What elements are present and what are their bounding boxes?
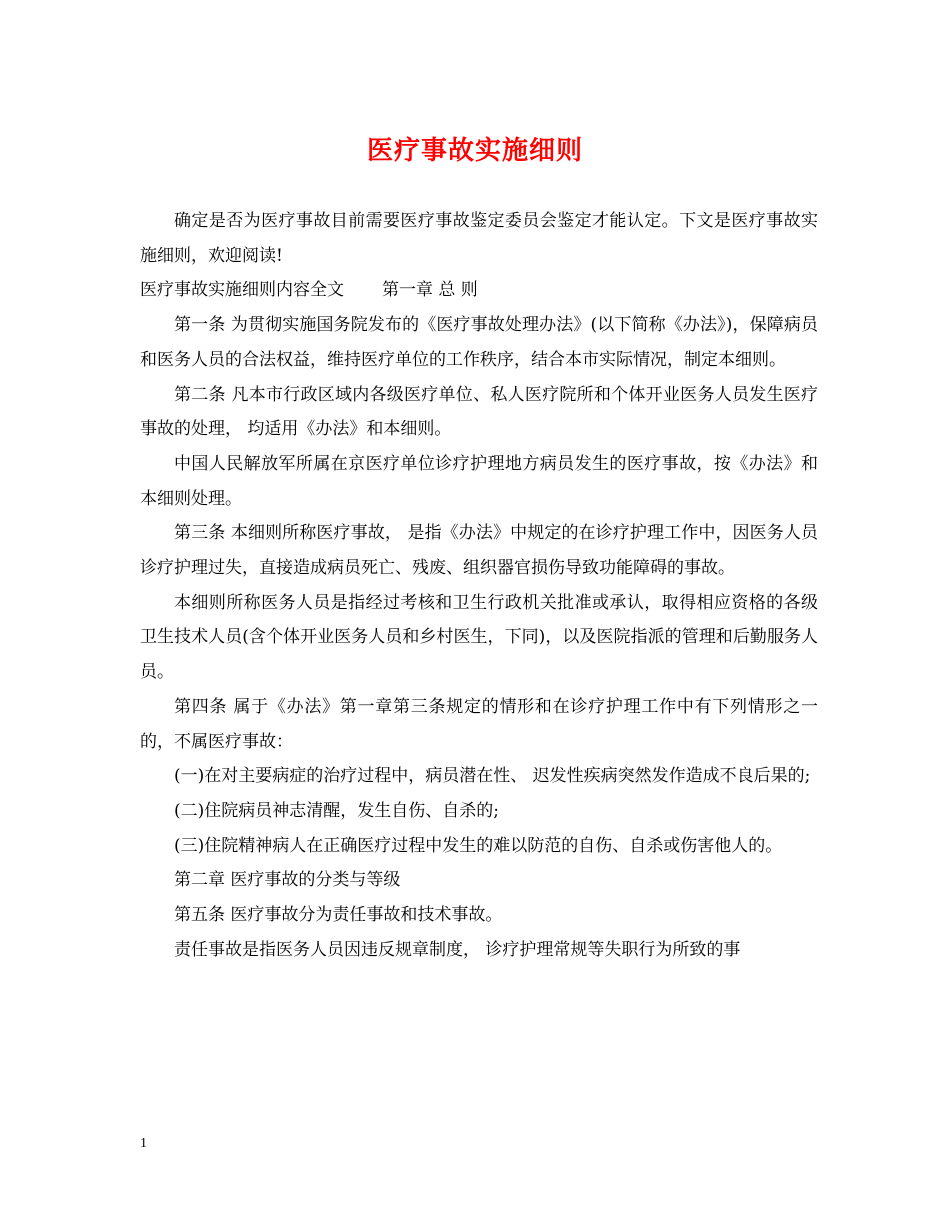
heading-line-left: 医疗事故实施细则内容全文 [140, 280, 344, 301]
paragraph: 中国人民解放军所属在京医疗单位诊疗护理地方病员发生的医疗事故，按《办法》和本细则处理。 [140, 453, 818, 509]
paragraph: 第三条 本细则所称医疗事故， 是指《办法》中规定的在诊疗护理工作中，因医务人员诊疗护理过失，直接造成病员死亡、残废、组织器官损伤导致功能障碍的事故。 [140, 523, 818, 579]
paragraph: 确定是否为医疗事故目前需要医疗事故鉴定委员会鉴定才能认定。下文是医疗事故实施细则，欢迎阅读! [140, 211, 818, 266]
heading-line [140, 273, 818, 308]
chapter-heading: 第一章 总 则 [382, 280, 478, 301]
page-number: 1 [140, 1136, 147, 1151]
paragraph: 本细则所称医务人员是指经过考核和卫生行政机关批准或承认，取得相应资格的各级卫生技术人员(含个体开业医务人员和乡村医生，下同)，以及医院指派的管理和后勤服务人员。 [140, 592, 818, 683]
paragraph: 第四条 属于《办法》第一章第三条规定的情形和在诊疗护理工作中有下列情形之一的，不属医疗事故： [140, 696, 818, 752]
document-title: 医疗事故实施细则 [366, 136, 583, 166]
paragraph: 第二条 凡本市行政区域内各级医疗单位、私人医疗院所和个体开业医务人员发生医疗事故的处理， 均适用《办法》和本细则。 [140, 384, 818, 440]
paragraph: (三)住院精神病人在正确医疗过程中发生的难以防范的自伤、自杀或伤害他人的。 [174, 835, 783, 856]
chapter-heading: 第二章 医疗事故的分类与等级 [174, 870, 401, 891]
paragraph: 第五条 医疗事故分为责任事故和技术事故。 [174, 905, 503, 926]
document-body [140, 204, 818, 967]
paragraph: (一)在对主要病症的治疗过程中，病员潜在性、 迟发性疾病突然发作造成不良后果的; [174, 766, 811, 787]
paragraph: (二)住院病员神志清醒，发生自伤、自杀的; [174, 800, 499, 821]
paragraph: 第一条 为贯彻实施国务院发布的《医疗事故处理办法》(以下简称《办法》)，保障病员和医务人员的合法权益，维持医疗单位的工作秩序，结合本市实际情况，制定本细则。 [140, 315, 818, 370]
paragraph: 责任事故是指医务人员因违反规章制度， 诊疗护理常规等失职行为所致的事 [174, 939, 741, 960]
